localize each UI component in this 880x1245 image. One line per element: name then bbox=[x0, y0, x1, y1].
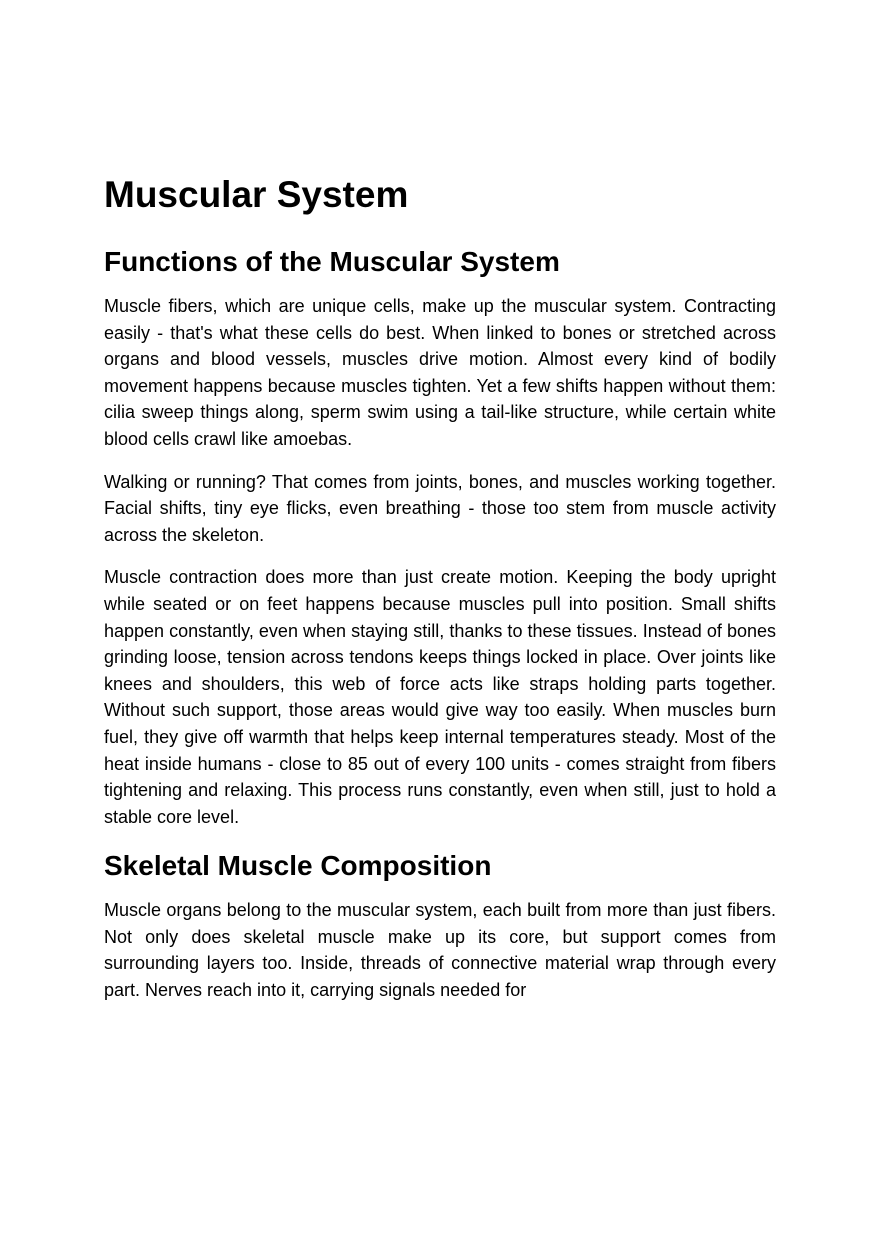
paragraph: Muscle fibers, which are unique cells, make up the muscular system. Contracting easily - that's what these cells do best. When linked to bones or stretched across organs and blood vessels, muscles drive motion. Almost every kind of bodily movement happens because muscles tighten. Yet a few shifts happen without them: cilia sweep things along, sperm swim using a tail-like structure, while certain white blood cells crawl like amoebas. bbox=[104, 296, 776, 449]
section-skeletal-composition bbox=[104, 846, 776, 1003]
section-heading: Skeletal Muscle Composition bbox=[104, 850, 492, 882]
section-functions bbox=[104, 242, 776, 830]
page-title: Muscular System bbox=[104, 174, 409, 215]
document-page bbox=[104, 168, 776, 1020]
paragraph: Muscle contraction does more than just create motion. Keeping the body upright while seated or on feet happens because muscles pull into position. Small shifts happen constantly, even when staying still, thanks to these tissues. Instead of bones grinding loose, tension across tendons keeps things locked in place. Over joints like knees and shoulders, this web of force acts like straps holding parts together. Without such support, those areas would give way too easily. When muscles burn fuel, they give off warmth that helps keep internal temperatures steady. Most of the heat inside humans - close to 85 out of every 100 units - comes straight from fibers tightening and relaxing. This process runs constantly, even when still, just to hold a stable core level. bbox=[104, 567, 776, 827]
section-heading: Functions of the Muscular System bbox=[104, 246, 560, 277]
paragraph: Walking or running? That comes from joints, bones, and muscles working together. Facial shifts, tiny eye flicks, even breathing - those too stem from muscle activity across the skeleton. bbox=[104, 471, 776, 545]
paragraph: Muscle organs belong to the muscular system, each built from more than just fibers. Not only does skeletal muscle make up its core, but support comes from surrounding layers too. Inside, threads of connective material wrap through every part. Nerves reach into it, carrying signals needed for bbox=[104, 900, 776, 1001]
